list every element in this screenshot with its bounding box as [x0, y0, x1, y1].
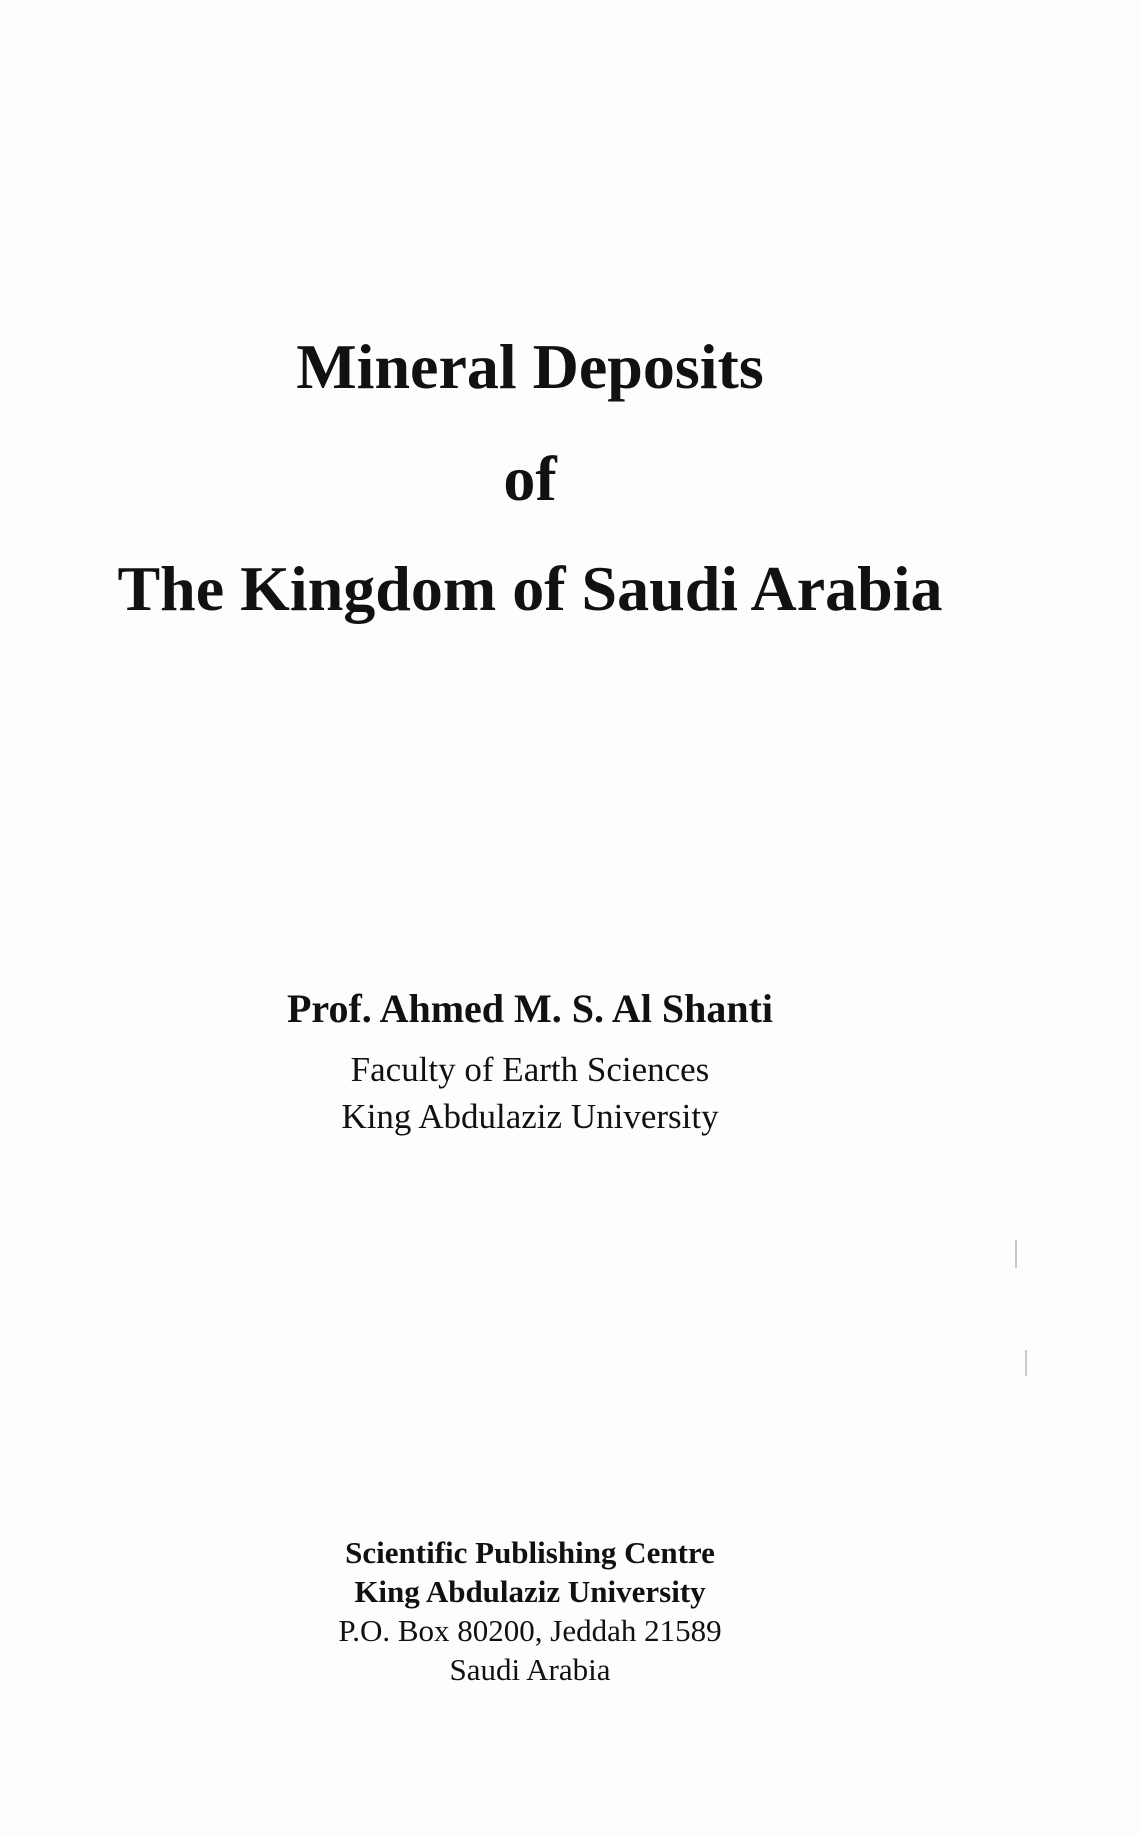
- book-title-line-3: The Kingdom of Saudi Arabia: [117, 553, 943, 624]
- author-name: Prof. Ahmed M. S. Al Shanti: [287, 986, 773, 1031]
- scan-mark: [1015, 1240, 1017, 1268]
- publisher-name: Scientific Publishing Centre: [345, 1535, 715, 1570]
- publisher-country: Saudi Arabia: [449, 1652, 611, 1687]
- publisher-address: P.O. Box 80200, Jeddah 21589: [338, 1613, 722, 1648]
- book-title-line-2: of: [503, 443, 557, 514]
- author-university: King Abdulaziz University: [341, 1097, 719, 1136]
- scan-mark: [1025, 1350, 1027, 1376]
- author-faculty: Faculty of Earth Sciences: [350, 1050, 710, 1089]
- publisher-university: King Abdulaziz University: [354, 1574, 706, 1609]
- book-title-line-1: Mineral Deposits: [296, 331, 764, 402]
